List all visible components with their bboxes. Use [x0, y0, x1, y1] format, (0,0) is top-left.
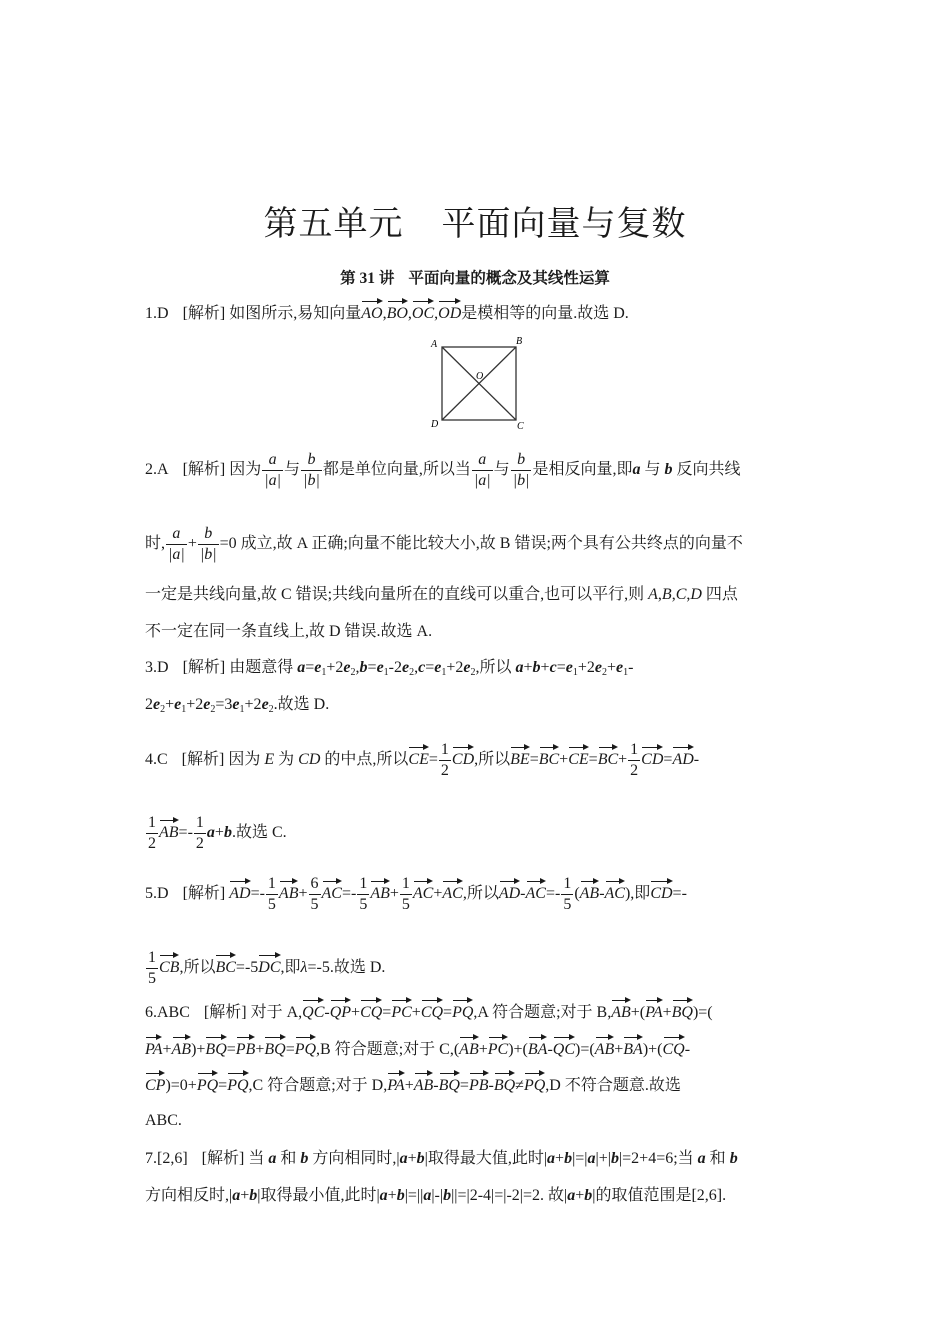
q5-line-1: 5.D [解析] AD=- $\frac{1}{5}$ AB+ $\frac{6}{5}$ AC=- $\frac{1}{5}$ AB+ $\frac{1}{5}$ AC+AC,所以AD-AC=- $\frac{1}{5}$ (AB-AC),即CD=-: [145, 875, 687, 913]
q1-analysis-label: [解析]: [182, 305, 226, 322]
q2-text: 因为: [229, 461, 262, 479]
q4-line-2: $\frac{1}{2}$ AB=- $\frac{1}{2}$ a+b.故选 C.: [148, 814, 287, 852]
q5-text: 故选 D.: [333, 959, 386, 977]
q2-text: 都是单位向量,所以当: [322, 461, 471, 479]
q6-text: ,A 符合题意;对于 B,: [473, 1004, 612, 1021]
q6-text: ,B 符合题意;对于 C,: [316, 1041, 454, 1058]
square-diagram: [428, 335, 528, 430]
q2-text: 是相反向量,即: [532, 461, 633, 479]
q4-text: 为: [278, 751, 295, 769]
q1-text-end: 是模相等的向量.故选 D.: [461, 305, 629, 322]
label-a: A: [431, 339, 438, 350]
unit-number: 第五单元: [263, 206, 404, 243]
unit-name: 平面向量与复数: [441, 206, 687, 243]
q2-text: 与: [644, 461, 661, 479]
q4-text: 故选 C.: [235, 824, 287, 842]
q5-text: 所以: [466, 885, 499, 903]
q7-text: 和: [709, 1150, 726, 1167]
label-b: B: [516, 336, 523, 347]
q2-analysis-label: [解析]: [182, 461, 226, 479]
q3-tag: 3.D: [145, 659, 169, 676]
q6-line-4: [145, 1109, 810, 1133]
q6-line-1: 6.ABC [解析] 对于 A,QC-QP+CQ=PC+CQ=PQ,A 符合题意;对于 B,AB+(PA+BQ)=(: [145, 999, 810, 1025]
q4-text: 的中点,所以: [324, 751, 409, 769]
q2-text: 不一定在同一条直线上,故 D 错误.故选 A.: [145, 623, 433, 640]
q4-tag: 4.C: [145, 751, 168, 769]
q7-text: 当: [248, 1150, 265, 1167]
q5-tag: 5.D: [145, 885, 169, 903]
q6-analysis-label: [解析]: [203, 1004, 247, 1021]
q3-text: 故选 D.: [277, 696, 330, 713]
q2-text: 反向共线: [676, 461, 741, 479]
q7-text: 取得最小值,此时: [260, 1187, 377, 1204]
q7-line-2: 方向相反时,|a+b|取得最小值,此时|a+b|=||a|-|b||=|2-4|=|-2|=2. 故|a+b|的取值范围是[2,6].: [145, 1187, 727, 1204]
q7-text: 方向相反时,: [145, 1187, 230, 1204]
q2-tag: 2.A: [145, 461, 169, 479]
q6-text: ,C 符合题意;对于 D,: [248, 1077, 388, 1094]
q6-tag: 6.ABC: [145, 1004, 190, 1021]
label-o: O: [476, 371, 484, 382]
lecture-title: [0, 266, 950, 288]
q7-text: 的取值范围是[2,6].: [595, 1187, 727, 1204]
q2-text: 四点: [705, 586, 738, 603]
q7-text: 和: [280, 1150, 297, 1167]
q7-text: =2+4=6;当: [622, 1150, 694, 1167]
q7-text: =|2-4|=|-2|=2. 故: [457, 1187, 565, 1204]
q3-text: 由题意得: [229, 659, 294, 676]
q2-line-3: 一定是共线向量,故 C 错误;共线向量所在的直线可以重合,也可以平行,则 A,B,C,D 四点: [145, 586, 738, 603]
q5-text: 即: [284, 959, 301, 977]
q1-text: 如图所示,易知向量: [229, 305, 362, 322]
q4-text: 所以: [478, 751, 511, 769]
q2-text: 与: [493, 461, 510, 479]
q6-line-2: PA+AB)+BQ=PB+BQ=PQ,B 符合题意;对于 C,(AB+PC)+(BA-QC)=(AB+BA)+(CQ-: [145, 1036, 810, 1062]
q3-line-2: $2e_2+e_1+2e_2=3e_1+2e_2$.故选 D.: [145, 696, 330, 715]
q4-line-1: 4.C [解析] 因为 E 为 CD 的中点,所以CE= $\frac{1}{2}$ CD,所以BE=BC+CE=BC+ $\frac{1}{2}$ CD=AD-: [145, 741, 700, 779]
q6-text: ,D 不符合题意.故选: [545, 1077, 681, 1094]
q2-line-2: 时, $\frac{a}{|a|}$ + $\frac{b}{|b|}$ =0 成立,故 A 正确;向量不能比较大小,故 B 错误;两个具有公共终点的向量不: [145, 525, 743, 563]
q2-text: 与: [284, 461, 301, 479]
q4-analysis-label: [解析]: [181, 751, 225, 769]
q5-text: 所以: [183, 959, 216, 977]
q4-text: 因为: [228, 751, 261, 769]
q6-text: 对于 A,: [250, 1004, 303, 1021]
q2-text: 时,: [145, 535, 166, 553]
q7-text: 取得最大值,此时: [427, 1150, 544, 1167]
q7-analysis-label: [解析]: [201, 1150, 245, 1167]
q7-text: 方向相同时,: [312, 1150, 397, 1167]
q2-text: =0 成立,故 A 正确;向量不能比较大小,故 B 错误;两个具有公共终点的向量不: [219, 535, 743, 553]
q2-line-1: 2.A [解析] 因为 $\frac{a}{|a|}$ 与 $\frac{b}{|b|}$ 都是单位向量,所以当 $\frac{a}{|a|}$ 与 $\frac{b}{|b|}$ 是相反向量,即a 与 b 反向共线: [145, 451, 741, 489]
unit-title: [0, 196, 950, 245]
q1-tag: 1.D: [145, 305, 169, 322]
lecture-name: 平面向量的概念及其线性运算: [408, 270, 610, 287]
q2-text: 一定是共线向量,故 C 错误;共线向量所在的直线可以重合,也可以平行,则: [145, 586, 645, 603]
q2-line-4: [145, 620, 810, 644]
q3-line-1: 3.D [解析] 由题意得 $a=e_1+2e_2,b=e_1-2e_2,c=e_1+2e_2$,所以 $a+b+c=e_1+2e_2+e_1-$: [145, 659, 634, 678]
label-d: D: [431, 419, 439, 430]
q3-analysis-label: [解析]: [182, 659, 226, 676]
lecture-number: 第 31 讲: [340, 270, 395, 287]
q5-analysis-label: [解析]: [182, 885, 226, 903]
q7-tag: 7.[2,6]: [145, 1150, 188, 1167]
q6-text: ABC.: [145, 1112, 182, 1129]
q5-text: 即: [634, 885, 651, 903]
q3-text: 所以: [479, 659, 512, 676]
q1-line-1: 1.D [解析] 如图所示,易知向量AO,BO,OC,OD是模相等的向量.故选 D.: [145, 300, 810, 326]
label-c: C: [517, 421, 524, 430]
q7-line-1: 7.[2,6] [解析] 当 a 和 b 方向相同时,|a+b|取得最大值,此时|a+b|=|a|+|b|=2+4=6;当 a 和 b: [145, 1150, 738, 1167]
q6-line-3: CP)=0+PQ=PQ,C 符合题意;对于 D,PA+AB-BQ=PB-BQ≠PQ,D 不符合题意.故选: [145, 1072, 810, 1098]
q5-line-2: $\frac{1}{5}$ CB,所以BC=-5DC,即λ=-5.故选 D.: [148, 949, 386, 987]
